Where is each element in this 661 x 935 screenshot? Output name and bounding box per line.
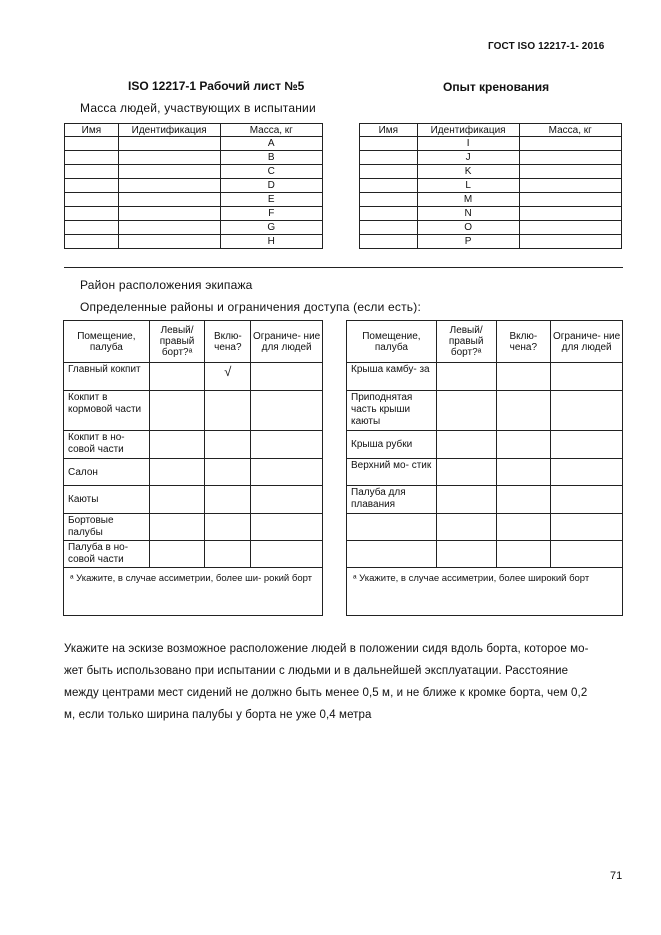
col-header-included: Вклю- чена? — [496, 321, 551, 363]
mass-cell[interactable]: G — [220, 221, 322, 235]
included-cell[interactable] — [205, 459, 251, 486]
room-cell[interactable] — [347, 514, 437, 541]
room-cell: Палуба для плавания — [347, 486, 437, 514]
table-row — [64, 486, 323, 514]
name-cell[interactable] — [360, 151, 418, 165]
col-header-name: Имя — [65, 124, 119, 137]
mass-cell[interactable] — [519, 193, 622, 207]
mass-cell[interactable] — [519, 179, 622, 193]
id-cell[interactable]: I — [417, 137, 519, 151]
table-header-row — [360, 124, 622, 137]
mass-cell[interactable]: C — [220, 165, 322, 179]
col-header-included: Вклю- чена? — [205, 321, 251, 363]
mass-cell[interactable]: B — [220, 151, 322, 165]
col-header-side: Левый/ правый борт?ᵃ — [436, 321, 496, 363]
side-cell[interactable] — [436, 431, 496, 459]
side-cell[interactable] — [149, 459, 205, 486]
table-row — [347, 431, 623, 459]
name-cell[interactable] — [65, 137, 119, 151]
mass-cell[interactable]: F — [220, 207, 322, 221]
col-header-mass: Масса, кг — [220, 124, 322, 137]
col-header-side: Левый/ правый борт?ᵃ — [149, 321, 205, 363]
table-row — [360, 137, 622, 151]
table-header-row — [347, 321, 623, 363]
name-cell[interactable] — [360, 221, 418, 235]
table-row — [360, 151, 622, 165]
included-cell[interactable]: √ — [205, 363, 251, 391]
name-cell[interactable] — [360, 179, 418, 193]
name-cell[interactable] — [65, 221, 119, 235]
included-cell[interactable] — [205, 431, 251, 459]
limit-cell[interactable] — [551, 541, 623, 568]
table-header-row — [65, 124, 323, 137]
included-cell[interactable] — [496, 486, 551, 514]
table-row — [347, 363, 623, 391]
name-cell[interactable] — [360, 193, 418, 207]
name-cell[interactable] — [65, 193, 119, 207]
mass-cell[interactable] — [519, 137, 622, 151]
worksheet-title: ISO 12217-1 Рабочий лист №5 — [128, 79, 305, 93]
side-cell[interactable] — [149, 363, 205, 391]
room-cell: Каюты — [64, 486, 150, 514]
limit-cell[interactable] — [251, 459, 323, 486]
table-footnote-row — [347, 568, 623, 616]
id-cell[interactable] — [118, 137, 220, 151]
id-cell[interactable]: K — [417, 165, 519, 179]
instructions-line: м, если только ширина палубы у борта не уже 0,4 метра — [64, 709, 372, 721]
limit-cell[interactable] — [551, 363, 623, 391]
col-header-identification: Идентификация — [417, 124, 519, 137]
id-cell[interactable]: L — [417, 179, 519, 193]
id-cell[interactable]: M — [417, 193, 519, 207]
mass-cell[interactable] — [519, 165, 622, 179]
table-row — [347, 486, 623, 514]
included-cell[interactable] — [205, 391, 251, 431]
name-cell[interactable] — [360, 207, 418, 221]
limit-cell[interactable] — [551, 459, 623, 486]
id-cell[interactable] — [118, 165, 220, 179]
name-cell[interactable] — [65, 179, 119, 193]
area-table-left — [63, 320, 323, 616]
room-cell: Главный кокпит — [64, 363, 150, 391]
table-row — [347, 514, 623, 541]
limit-cell[interactable] — [551, 391, 623, 431]
standard-header: ГОСТ ISO 12217-1- 2016 — [488, 41, 605, 52]
mass-cell[interactable]: H — [220, 235, 322, 249]
col-header-name: Имя — [360, 124, 418, 137]
side-cell[interactable] — [436, 541, 496, 568]
name-cell[interactable] — [360, 235, 418, 249]
limit-cell[interactable] — [551, 514, 623, 541]
limit-cell[interactable] — [551, 486, 623, 514]
side-cell[interactable] — [149, 541, 205, 568]
side-cell[interactable] — [436, 459, 496, 486]
id-cell[interactable] — [118, 193, 220, 207]
table-row — [347, 391, 623, 431]
room-cell: Бортовые палубы — [64, 514, 150, 541]
table-row — [347, 459, 623, 486]
side-cell[interactable] — [149, 486, 205, 514]
table-row — [65, 179, 323, 193]
table-row — [65, 193, 323, 207]
id-cell[interactable] — [118, 221, 220, 235]
page-number: 71 — [610, 870, 623, 882]
side-cell[interactable] — [436, 514, 496, 541]
table-row — [64, 514, 323, 541]
mass-cell[interactable]: A — [220, 137, 322, 151]
col-header-limit: Ограниче- ние для людей — [551, 321, 623, 363]
col-header-identification: Идентификация — [118, 124, 220, 137]
mass-cell[interactable]: E — [220, 193, 322, 207]
id-cell[interactable]: N — [417, 207, 519, 221]
table-row — [64, 459, 323, 486]
id-cell[interactable] — [118, 207, 220, 221]
side-cell[interactable] — [436, 363, 496, 391]
name-cell[interactable] — [65, 207, 119, 221]
table-row — [65, 221, 323, 235]
name-cell[interactable] — [65, 151, 119, 165]
mass-table-right — [359, 123, 622, 249]
footnote: ᵃ Укажите, в случае ассиметрии, более широкий борт — [347, 568, 623, 616]
room-cell[interactable] — [347, 541, 437, 568]
area-table-right — [346, 320, 623, 616]
table-row — [64, 541, 323, 568]
table-row — [360, 207, 622, 221]
footnote: ᵃ Укажите, в случае ассиметрии, более ши- рокий борт — [64, 568, 323, 616]
included-cell[interactable] — [496, 459, 551, 486]
section-divider — [64, 267, 623, 268]
included-cell[interactable] — [205, 486, 251, 514]
side-cell[interactable] — [436, 391, 496, 431]
instructions-paragraph — [64, 638, 626, 726]
room-cell: Крыша камбу- за — [347, 363, 437, 391]
instructions-line: между центрами мест сидений не должно быть менее 0,5 м, и не ближе к кромке борта, чем 0,2 — [64, 687, 588, 699]
table-row — [65, 207, 323, 221]
included-cell[interactable] — [496, 363, 551, 391]
room-cell: Приподнятая часть крыши каюты — [347, 391, 437, 431]
limit-cell[interactable] — [251, 391, 323, 431]
mass-cell[interactable] — [519, 207, 622, 221]
table-row — [64, 391, 323, 431]
side-cell[interactable] — [149, 514, 205, 541]
id-cell[interactable]: J — [417, 151, 519, 165]
name-cell[interactable] — [360, 165, 418, 179]
mass-cell[interactable] — [519, 221, 622, 235]
side-cell[interactable] — [436, 486, 496, 514]
room-cell: Крыша рубки — [347, 431, 437, 459]
room-cell: Кокпит в кормовой части — [64, 391, 150, 431]
included-cell[interactable] — [496, 541, 551, 568]
limit-cell[interactable] — [251, 431, 323, 459]
included-cell[interactable] — [496, 431, 551, 459]
table-row — [65, 151, 323, 165]
mass-table-left — [64, 123, 323, 249]
table-row — [64, 363, 323, 391]
table-footnote-row — [64, 568, 323, 616]
name-cell[interactable] — [360, 137, 418, 151]
table-row — [64, 431, 323, 459]
limit-cell[interactable] — [251, 514, 323, 541]
crew-location-heading: Район расположения экипажа — [80, 278, 253, 292]
included-cell[interactable] — [205, 514, 251, 541]
name-cell[interactable] — [65, 165, 119, 179]
included-cell[interactable] — [496, 514, 551, 541]
table-row — [360, 179, 622, 193]
table-row — [360, 165, 622, 179]
mass-cell[interactable]: D — [220, 179, 322, 193]
areas-limits-heading: Определенные районы и ограничения доступа (если есть): — [80, 300, 421, 314]
id-cell[interactable]: O — [417, 221, 519, 235]
room-cell: Верхний мо- стик — [347, 459, 437, 486]
included-cell[interactable] — [205, 541, 251, 568]
mass-cell[interactable] — [519, 151, 622, 165]
name-cell[interactable] — [65, 235, 119, 249]
limit-cell[interactable] — [551, 431, 623, 459]
room-cell: Палуба в но- совой части — [64, 541, 150, 568]
included-cell[interactable] — [496, 391, 551, 431]
limit-cell[interactable] — [251, 363, 323, 391]
col-header-room: Помещение, палуба — [64, 321, 150, 363]
room-cell: Салон — [64, 459, 150, 486]
id-cell[interactable] — [118, 151, 220, 165]
room-cell: Кокпит в но- совой части — [64, 431, 150, 459]
id-cell[interactable] — [118, 179, 220, 193]
col-header-room: Помещение, палуба — [347, 321, 437, 363]
table-row — [65, 137, 323, 151]
instructions-line: жет быть использовано при испытании с людьми и в дальнейшей эксплуатации. Расстояние — [64, 665, 569, 677]
table-header-row — [64, 321, 323, 363]
people-mass-heading: Масса людей, участвующих в испытании — [80, 101, 316, 115]
instructions-line: Укажите на эскизе возможное расположение людей в положении сидя вдоль борта, которое мо- — [64, 643, 589, 655]
test-title: Опыт кренования — [443, 80, 550, 94]
id-cell[interactable]: P — [417, 235, 519, 249]
mass-cell[interactable] — [519, 235, 622, 249]
table-row — [65, 165, 323, 179]
table-row — [360, 193, 622, 207]
table-row — [65, 235, 323, 249]
limit-cell[interactable] — [251, 486, 323, 514]
limit-cell[interactable] — [251, 541, 323, 568]
table-row — [360, 221, 622, 235]
side-cell[interactable] — [149, 431, 205, 459]
col-header-limit: Ограниче- ние для людей — [251, 321, 323, 363]
id-cell[interactable] — [118, 235, 220, 249]
side-cell[interactable] — [149, 391, 205, 431]
table-row — [347, 541, 623, 568]
col-header-mass: Масса, кг — [519, 124, 622, 137]
table-row — [360, 235, 622, 249]
